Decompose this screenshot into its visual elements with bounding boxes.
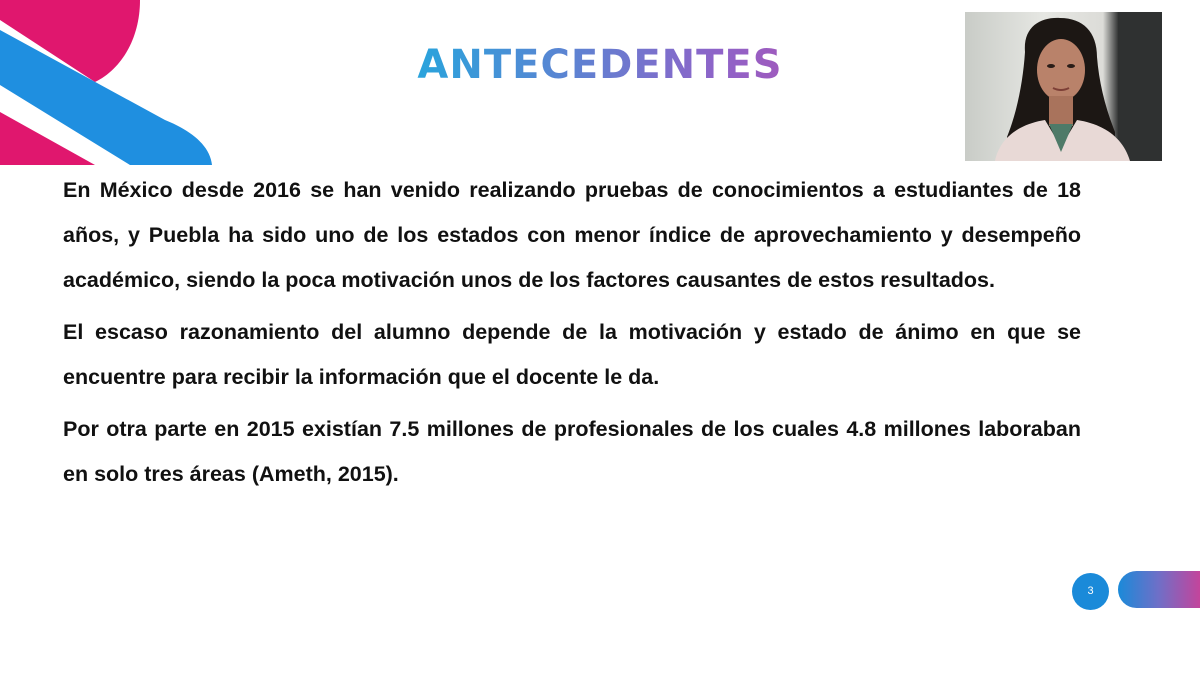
- paragraph-student-reasoning: El escaso razonamiento del alumno depende de la motivación y estado de ánimo en que se encuentre para recibir la información que el docente le da.: [63, 320, 1081, 389]
- page-gradient-bar: [1118, 571, 1200, 608]
- paragraph-professionals-2015: Por otra parte en 2015 existían 7.5 millones de profesionales de los cuales 4.8 millones laboraban en solo tres áreas (Ameth, 2015).: [63, 417, 1081, 486]
- page-number-badge: 3: [1072, 573, 1109, 610]
- slide-body: [63, 168, 1081, 504]
- presenter-webcam-video: [965, 12, 1162, 161]
- slide-title: ANTECEDENTES: [0, 42, 1200, 88]
- paragraph-background-mexico: En México desde 2016 se han venido realizando pruebas de conocimientos a estudiantes de 18 años, y Puebla ha sido uno de los estados con menor índice de aprovechamiento y desempeño académico, siendo la poca motivación unos de los factores causantes de estos resultados.: [63, 178, 1081, 292]
